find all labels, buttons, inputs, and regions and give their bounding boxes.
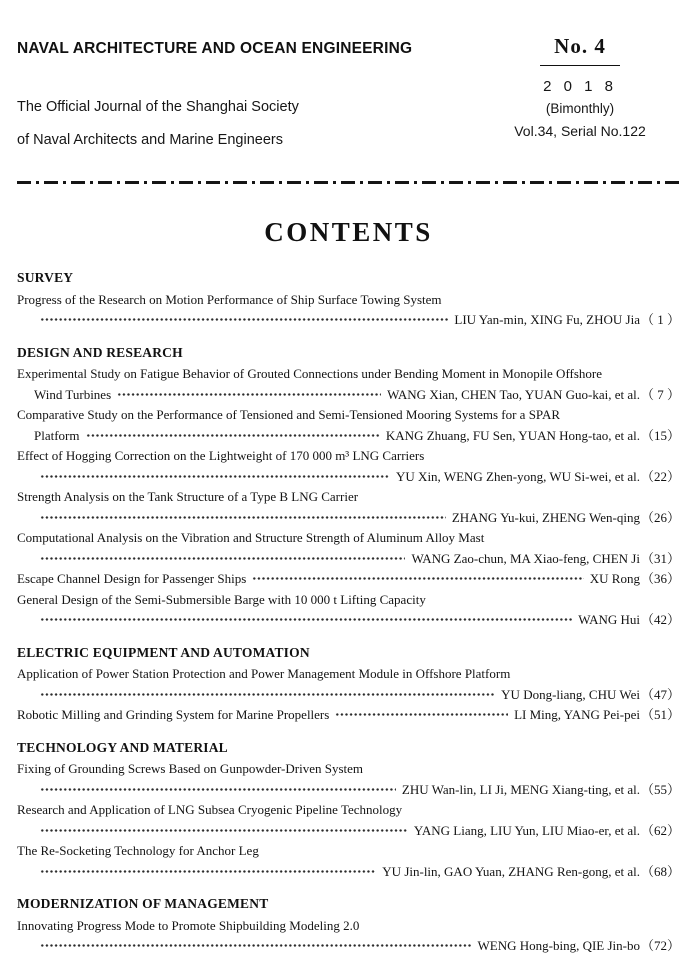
dot-leader [40, 315, 448, 324]
entry-line [34, 426, 680, 447]
toc-entry [17, 528, 680, 569]
header-right-block [480, 34, 680, 157]
toc-entry [17, 569, 680, 590]
journal-title: NAVAL ARCHITECTURE AND OCEAN ENGINEERING [17, 40, 413, 57]
section-heading: ELECTRIC EQUIPMENT AND AUTOMATION [17, 644, 310, 660]
article-title-continuation: Platform [34, 427, 80, 443]
toc-section [17, 738, 680, 883]
article-authors: YU Xin, WENG Zhen-yong, WU Si-wei, et al. [396, 468, 640, 484]
journal-subtitle-line2: of Naval Architects and Marine Engineers [17, 132, 283, 148]
toc-entry [17, 664, 680, 705]
entry-line [34, 862, 680, 883]
dot-leader [252, 574, 584, 583]
toc-section [17, 643, 680, 726]
entry-line [34, 610, 680, 631]
entry-line [34, 685, 680, 706]
toc-entry [17, 290, 680, 331]
issue-number: No. 4 [540, 34, 620, 66]
entry-line [34, 467, 680, 488]
toc-entry [17, 590, 680, 631]
article-page: （36） [640, 571, 680, 586]
entry-line [34, 821, 680, 842]
entry-line [34, 385, 680, 406]
header-left-block [17, 34, 462, 157]
page-header [17, 34, 680, 157]
article-page: （26） [640, 509, 680, 525]
article-page: （42） [640, 612, 680, 627]
toc-entry [17, 841, 680, 882]
article-authors: ZHANG Yu-kui, ZHENG Wen-qing [451, 509, 640, 525]
toc-entry [17, 405, 680, 446]
toc-section [17, 343, 680, 631]
toc-entry [17, 364, 680, 405]
journal-subtitle-line1: The Official Journal of the Shanghai Society [17, 99, 299, 115]
dot-leader [40, 785, 396, 794]
toc-entry [17, 487, 680, 528]
article-page: （47） [640, 686, 680, 702]
article-page: （15） [640, 427, 680, 443]
dot-leader [40, 513, 446, 522]
article-authors: WANG Xian, CHEN Tao, YUAN Guo-kai, et al. [387, 386, 640, 402]
article-title: Effect of Hogging Correction on the Lightweight of 170 000 m³ LNG Carriers [17, 448, 425, 463]
toc-entry [17, 916, 680, 954]
article-title: Progress of the Research on Motion Performance of Ship Surface Towing System [17, 291, 442, 307]
dot-leader [40, 826, 408, 835]
article-title: Comparative Study on the Performance of Tensioned and Semi-Tensioned Mooring Systems for a SPAR [17, 407, 561, 422]
section-heading: MODERNIZATION OF MANAGEMENT [17, 896, 269, 911]
toc-section [17, 268, 680, 331]
dot-leader [40, 867, 376, 876]
article-title: General Design of the Semi-Submersible Barge with 10 000 t Lifting Capacity [17, 591, 426, 607]
toc-entry [17, 705, 680, 726]
article-authors: KANG Zhuang, FU Sen, YUAN Hong-tao, et al. [385, 427, 640, 443]
toc-entry [17, 800, 680, 841]
article-title: Application of Power Station Protection and Power Management Module in Offshore Platform [17, 666, 511, 681]
article-authors: YANG Liang, LIU Yun, LIU Miao-er, et al. [413, 822, 640, 838]
volume-serial: Vol.34, Serial No.122 [514, 123, 646, 139]
toc-section [17, 894, 680, 954]
entry-line [34, 936, 680, 954]
entry-line [17, 705, 680, 726]
section-heading: TECHNOLOGY AND MATERIAL [17, 739, 228, 755]
article-page: （62） [640, 822, 680, 838]
article-title: Fixing of Grounding Screws Based on Gunpowder-Driven System [17, 761, 364, 776]
article-page: （55） [640, 781, 680, 797]
article-title: Innovating Progress Mode to Promote Shipbuilding Modeling 2.0 [17, 917, 360, 933]
article-page: （22） [640, 468, 680, 484]
entry-line [34, 508, 680, 529]
article-title: Escape Channel Design for Passenger Ships [17, 571, 247, 586]
article-title: Robotic Milling and Grinding System for Marine Propellers [17, 707, 330, 722]
dot-leader [335, 710, 508, 719]
article-authors: YU Dong-liang, CHU Wei [501, 686, 640, 702]
toc-entry [17, 446, 680, 487]
dot-leader [40, 690, 495, 699]
article-title: The Re-Socketing Technology for Anchor Leg [17, 843, 259, 858]
dot-leader [40, 472, 390, 481]
article-page: （ 7 ） [640, 386, 680, 402]
dot-leader [40, 941, 472, 950]
article-authors: LIU Yan-min, XING Fu, ZHOU Jia [454, 312, 640, 327]
article-title: Research and Application of LNG Subsea Cryogenic Pipeline Technology [17, 802, 403, 817]
article-page: （51） [640, 707, 680, 722]
article-title: Strength Analysis on the Tank Structure of a Type B LNG Carrier [17, 489, 359, 504]
article-page: （31） [640, 550, 680, 566]
issue-year: 2 0 1 8 [543, 78, 617, 95]
article-authors: XU Rong [589, 571, 640, 586]
section-heading: DESIGN AND RESEARCH [17, 344, 183, 360]
entry-line [34, 549, 680, 570]
article-authors: WANG Zao-chun, MA Xiao-feng, CHEN Ji [411, 550, 640, 566]
article-page: （68） [640, 863, 680, 879]
article-authors: ZHU Wan-lin, LI Ji, MENG Xiang-ting, et al. [401, 781, 640, 797]
article-title: Computational Analysis on the Vibration and Structure Strength of Aluminum Alloy Mast [17, 530, 485, 545]
article-authors: YU Jin-lin, GAO Yuan, ZHANG Ren-gong, et al. [382, 863, 640, 879]
dot-leader [86, 431, 380, 440]
issue-frequency: (Bimonthly) [545, 101, 615, 116]
article-title: Experimental Study on Fatigue Behavior of Grouted Connections under Bending Moment in Monopile Offshore [17, 366, 603, 381]
section-heading: SURVEY [17, 270, 74, 285]
journal-subtitle [17, 91, 462, 157]
article-page: （ 1 ） [640, 312, 680, 327]
dot-leader [40, 554, 405, 563]
dot-leader [117, 390, 381, 399]
article-authors: WENG Hong-bing, QIE Jin-bo [477, 938, 640, 953]
entry-line [34, 780, 680, 801]
article-authors: WANG Hui [578, 612, 640, 627]
table-of-contents [17, 268, 680, 954]
entry-line [34, 310, 680, 331]
entry-line [17, 569, 680, 590]
article-page: （72） [640, 938, 680, 953]
article-title-continuation: Wind Turbines [34, 386, 112, 402]
dot-leader [40, 615, 572, 624]
toc-entry [17, 759, 680, 800]
article-authors: LI Ming, YANG Pei-pei [514, 707, 640, 722]
contents-title: CONTENTS [264, 217, 433, 247]
dash-dot-divider [17, 181, 680, 184]
